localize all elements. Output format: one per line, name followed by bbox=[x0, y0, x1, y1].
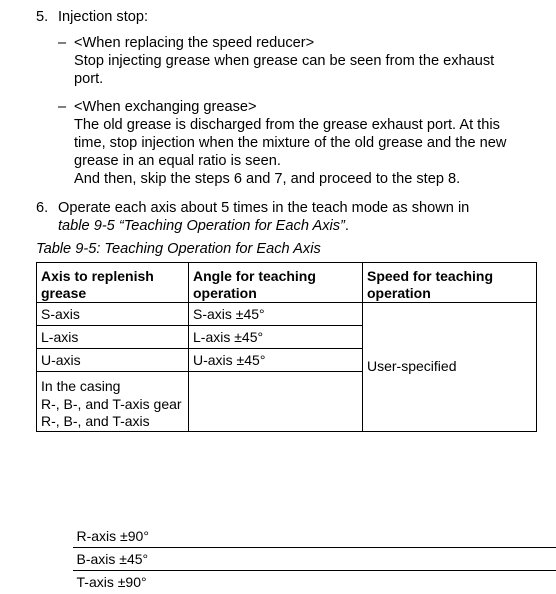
step-6-body bbox=[58, 199, 469, 235]
item-line: The old grease is discharged from the grease exhaust port. At this bbox=[74, 116, 506, 134]
cell-angle: R-axis ±90° bbox=[73, 525, 556, 548]
item-line: Stop injecting grease when grease can be seen from the exhaust bbox=[74, 52, 494, 70]
header-axis: Axis to replenish grease bbox=[37, 263, 189, 303]
item-line: And then, skip the steps 6 and 7, and proceed to the step 8. bbox=[74, 170, 506, 188]
cell-angle-casing bbox=[189, 372, 363, 432]
dash-bullet: – bbox=[58, 98, 66, 116]
cell-angle: U-axis ±45° bbox=[189, 349, 363, 372]
cell-axis-casing: In the casing R-, B-, and T-axis gear R-, B-, and T-axis bbox=[37, 372, 189, 432]
step-6-line-2: table 9-5 “Teaching Operation for Each Axis”. bbox=[58, 217, 469, 235]
cell-speed: User-specified bbox=[363, 303, 537, 432]
step-6-line-1: Operate each axis about 5 times in the teach mode as shown in bbox=[58, 199, 469, 217]
step-5-title: Injection stop: bbox=[58, 8, 148, 26]
step-5-item-2-body bbox=[74, 98, 506, 188]
item-line: port. bbox=[74, 70, 494, 88]
header-angle: Angle for teaching operation bbox=[189, 263, 363, 303]
cell-angle: B-axis ±45° bbox=[73, 548, 556, 571]
step-5-item-1-body bbox=[74, 34, 494, 88]
table-row bbox=[37, 303, 537, 326]
table-header-row bbox=[37, 263, 537, 303]
item-line: grease in an equal ratio is seen. bbox=[74, 152, 506, 170]
step-5-number: 5. bbox=[36, 8, 48, 26]
cell-axis: U-axis bbox=[37, 349, 189, 372]
item-heading: <When exchanging grease> bbox=[74, 98, 506, 116]
cell-angle: T-axis ±90° bbox=[73, 571, 556, 594]
dash-bullet: – bbox=[58, 34, 66, 52]
item-line: time, stop injection when the mixture of the old grease and the new bbox=[74, 134, 506, 152]
header-speed: Speed for teaching operation bbox=[363, 263, 537, 303]
table-caption: Table 9-5: Teaching Operation for Each Axis bbox=[36, 240, 321, 258]
step-6-number: 6. bbox=[36, 199, 48, 217]
cell-angle: S-axis ±45° bbox=[189, 303, 363, 326]
casing-angle-list bbox=[73, 525, 556, 594]
table-reference-link[interactable]: table 9-5 “Teaching Operation for Each Axis” bbox=[58, 218, 345, 234]
teaching-operation-table bbox=[36, 262, 537, 432]
cell-axis: L-axis bbox=[37, 326, 189, 349]
item-heading: <When replacing the speed reducer> bbox=[74, 34, 494, 52]
cell-axis: S-axis bbox=[37, 303, 189, 326]
cell-angle: L-axis ±45° bbox=[189, 326, 363, 349]
